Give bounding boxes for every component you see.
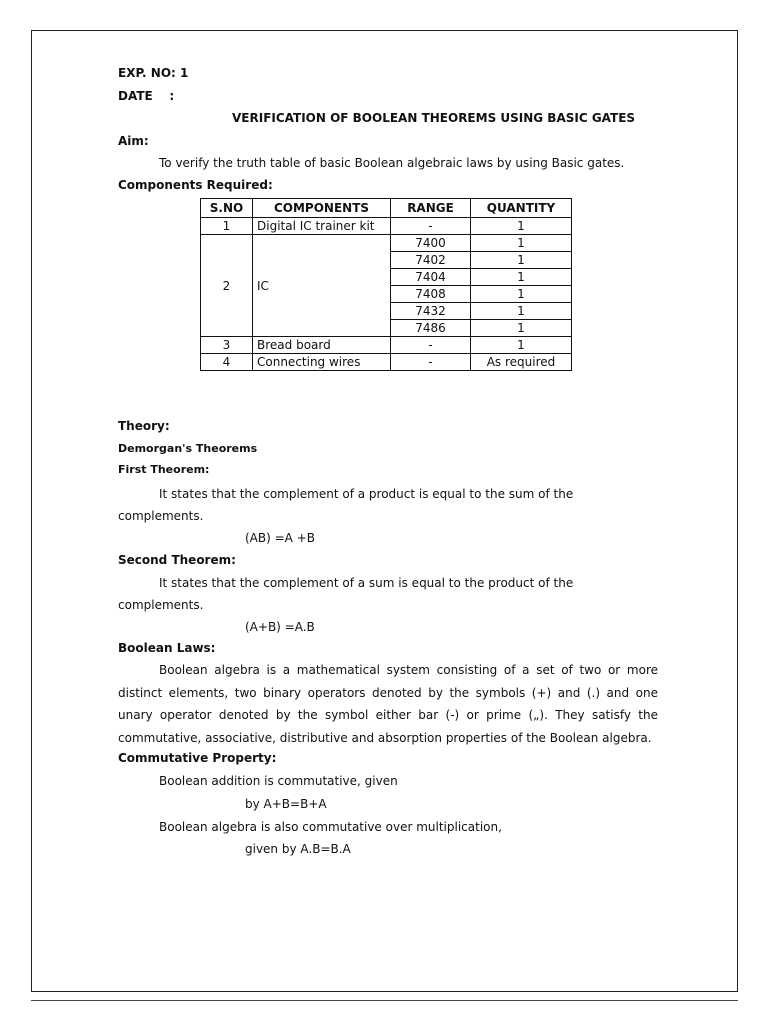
components-table	[200, 198, 572, 371]
first-theorem-formula: (AB) =A +B	[245, 531, 315, 545]
table-cell: 3	[201, 337, 253, 354]
table-row	[201, 235, 572, 252]
second-theorem-text-cont: complements.	[118, 598, 204, 612]
first-theorem-text: It states that the complement of a product is equal to the sum of the	[159, 487, 574, 501]
table-cell: 7432	[391, 303, 471, 320]
aim-text: To verify the truth table of basic Boolean algebraic laws by using Basic gates.	[159, 156, 625, 170]
table-cell: 7404	[391, 269, 471, 286]
table-cell: IC	[253, 235, 391, 337]
table-header-cell: QUANTITY	[471, 199, 572, 218]
table-cell: 1	[201, 218, 253, 235]
commutative-multiplication-text: Boolean algebra is also commutative over multiplication,	[159, 820, 502, 834]
demorgan-heading: Demorgan's Theorems	[118, 442, 258, 455]
table-row	[201, 354, 572, 371]
first-theorem-text-cont: complements.	[118, 509, 204, 523]
table-cell: 7486	[391, 320, 471, 337]
theory-heading: Theory:	[118, 419, 170, 433]
table-cell: 4	[201, 354, 253, 371]
table-cell: 1	[471, 337, 572, 354]
table-cell: Bread board	[253, 337, 391, 354]
table-cell: 1	[471, 218, 572, 235]
second-theorem-formula: (A+B) =A.B	[245, 620, 315, 634]
table-cell: 1	[471, 320, 572, 337]
second-theorem-text: It states that the complement of a sum is equal to the product of the	[159, 576, 574, 590]
second-theorem-heading: Second Theorem:	[118, 553, 236, 567]
commutative-multiplication-formula: given by A.B=B.A	[245, 842, 351, 856]
commutative-addition-text: Boolean addition is commutative, given	[159, 774, 398, 788]
table-cell: -	[391, 354, 471, 371]
table-cell: -	[391, 218, 471, 235]
table-row	[201, 218, 572, 235]
table-cell: 7400	[391, 235, 471, 252]
date-label: DATE :	[118, 89, 175, 103]
table-header-cell: RANGE	[391, 199, 471, 218]
table-cell: 2	[201, 235, 253, 337]
table-header-cell: S.NO	[201, 199, 253, 218]
table-header-cell: COMPONENTS	[253, 199, 391, 218]
table-cell: 1	[471, 269, 572, 286]
table-cell: -	[391, 337, 471, 354]
components-heading: Components Required:	[118, 178, 273, 192]
table-cell: 1	[471, 252, 572, 269]
table-cell: 7402	[391, 252, 471, 269]
commutative-heading: Commutative Property:	[118, 751, 277, 765]
table-header-row	[201, 199, 572, 218]
table-cell: 1	[471, 235, 572, 252]
table-cell: 1	[471, 303, 572, 320]
exp-number: EXP. NO: 1	[118, 66, 189, 80]
boolean-laws-heading: Boolean Laws:	[118, 641, 216, 655]
table-cell: 1	[471, 286, 572, 303]
commutative-addition-formula: by A+B=B+A	[245, 797, 327, 811]
footer-rule	[31, 1000, 738, 1001]
table-row	[201, 337, 572, 354]
table-cell: Connecting wires	[253, 354, 391, 371]
boolean-laws-text: Boolean algebra is a mathematical system consisting of a set of two or more distinct elements, two binary operators denoted by the symbols (+) and (.) and one unary operator denoted by the symbol either bar (-) or prime („). They satisfy the commutative, associative, distributive and absorption properties of the Boolean algebra.	[118, 663, 658, 745]
document-title: VERIFICATION OF BOOLEAN THEOREMS USING BASIC GATES	[232, 111, 636, 125]
table-cell: As required	[471, 354, 572, 371]
table-cell: 7408	[391, 286, 471, 303]
table-cell: Digital IC trainer kit	[253, 218, 391, 235]
first-theorem-heading: First Theorem:	[118, 463, 210, 476]
aim-heading: Aim:	[118, 134, 149, 148]
